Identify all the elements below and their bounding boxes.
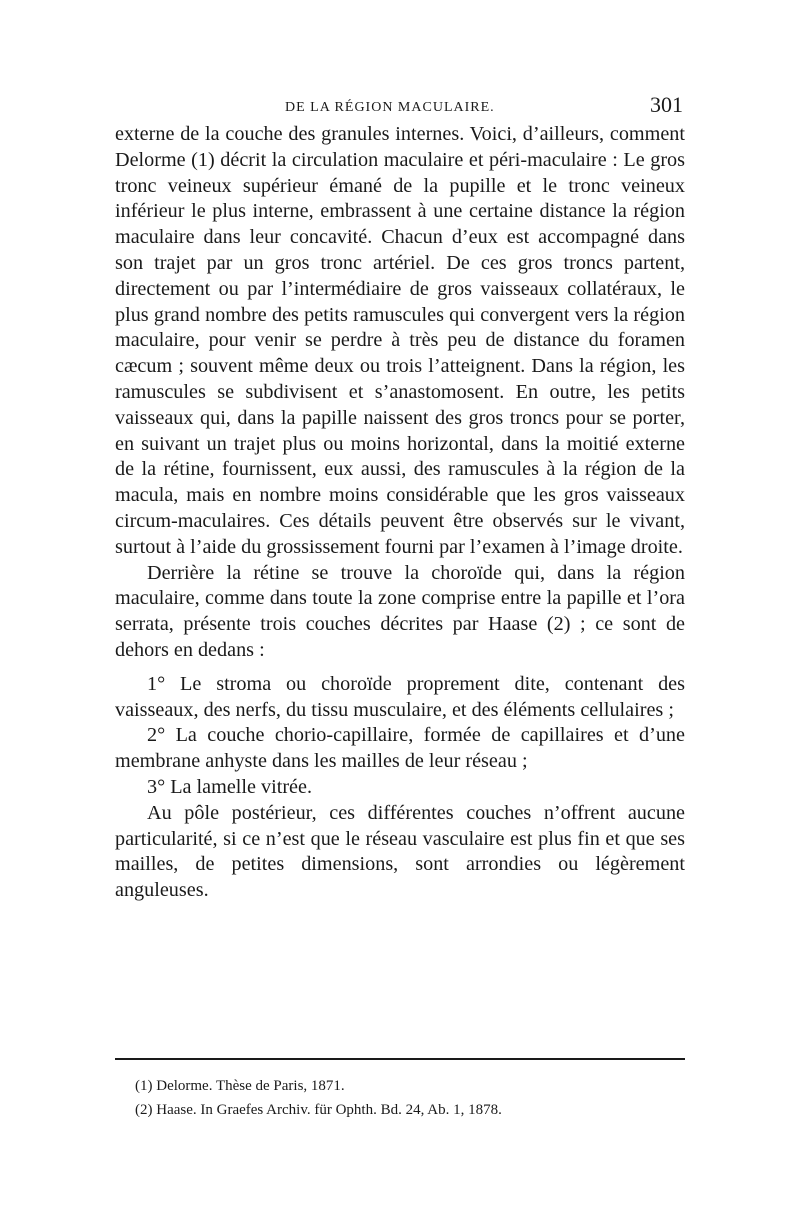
footnote-divider (115, 1058, 685, 1060)
footnotes (135, 1074, 675, 1122)
list-item-lamelle-vitree: 3° La lamelle vitrée. (147, 775, 313, 798)
list-item-stroma: 1° Le stroma ou choroïde proprement dite, contenant des vaisseaux, des nerfs, du tissu musculaire, et des éléments cellulaires ; (115, 672, 685, 721)
paragraph-choroid: Derrière la rétine se trouve la choroïde qui, dans la région maculaire, comme dans toute la zone comprise entre la papille et l’ora serrata, présente trois couches décrites par Haase (2) ; ce sont de dehors en dedans : (115, 561, 685, 661)
running-title: DE LA RÉGION MACULAIRE. (285, 100, 495, 115)
paragraph-pole-posterieur: Au pôle postérieur, ces différentes couches n’offrent aucune particularité, si ce n’est que le réseau vasculaire est plus fin et que ses mailles, de petites dimensions, sont arrondies ou légèrement anguleuses. (115, 801, 685, 902)
page-header (115, 92, 685, 122)
footnote-1: (1) Delorme. Thèse de Paris, 1871. (135, 1078, 345, 1094)
list-item-chorio-capillaire: 2° La couche chorio-capillaire, formée de capillaires et d’une membrane anhyste dans les mailles de leur réseau ; (115, 724, 685, 773)
footnote-2: (2) Haase. In Graefes Archiv. für Ophth. Bd. 24, Ab. 1, 1878. (135, 1102, 502, 1118)
body-text (115, 122, 685, 904)
page-number: 301 (650, 92, 683, 117)
paragraph-continued: externe de la couche des granules internes. Voici, d’ailleurs, comment Delorme (1) décrit la circulation maculaire et péri-maculaire : Le gros tronc veineux supérieur émané de la pupille et le tronc veineux inférieur le plus interne, embrassent à une certaine distance la région maculaire dans leur concavité. Chacun d’eux est accompagné dans son trajet par un gros tronc artériel. De ces gros troncs partent, directement ou par l’intermédiaire de gros vaisseaux collatéraux, le plus grand nombre des petits ramuscules qui convergent vers la région maculaire, pour venir se perdre à très peu de distance du foramen cæcum ; souvent même deux ou trois l’atteignent. Dans la région, les ramuscules se subdivisent et s’anastomosent. En outre, les petits vaisseaux qui, dans la papille naissent des gros troncs pour se porter, en suivant un trajet plus ou moins horizontal, dans la moitié externe de la rétine, fournissent, eux aussi, des ramuscules à la région de la macula, mais en nombre moins considérable que les gros vaisseaux circum-maculaires. Ces détails peuvent être observés sur le vivant, surtout à l’aide du grossissement fourni par l’examen à l’image droite. (115, 123, 685, 558)
